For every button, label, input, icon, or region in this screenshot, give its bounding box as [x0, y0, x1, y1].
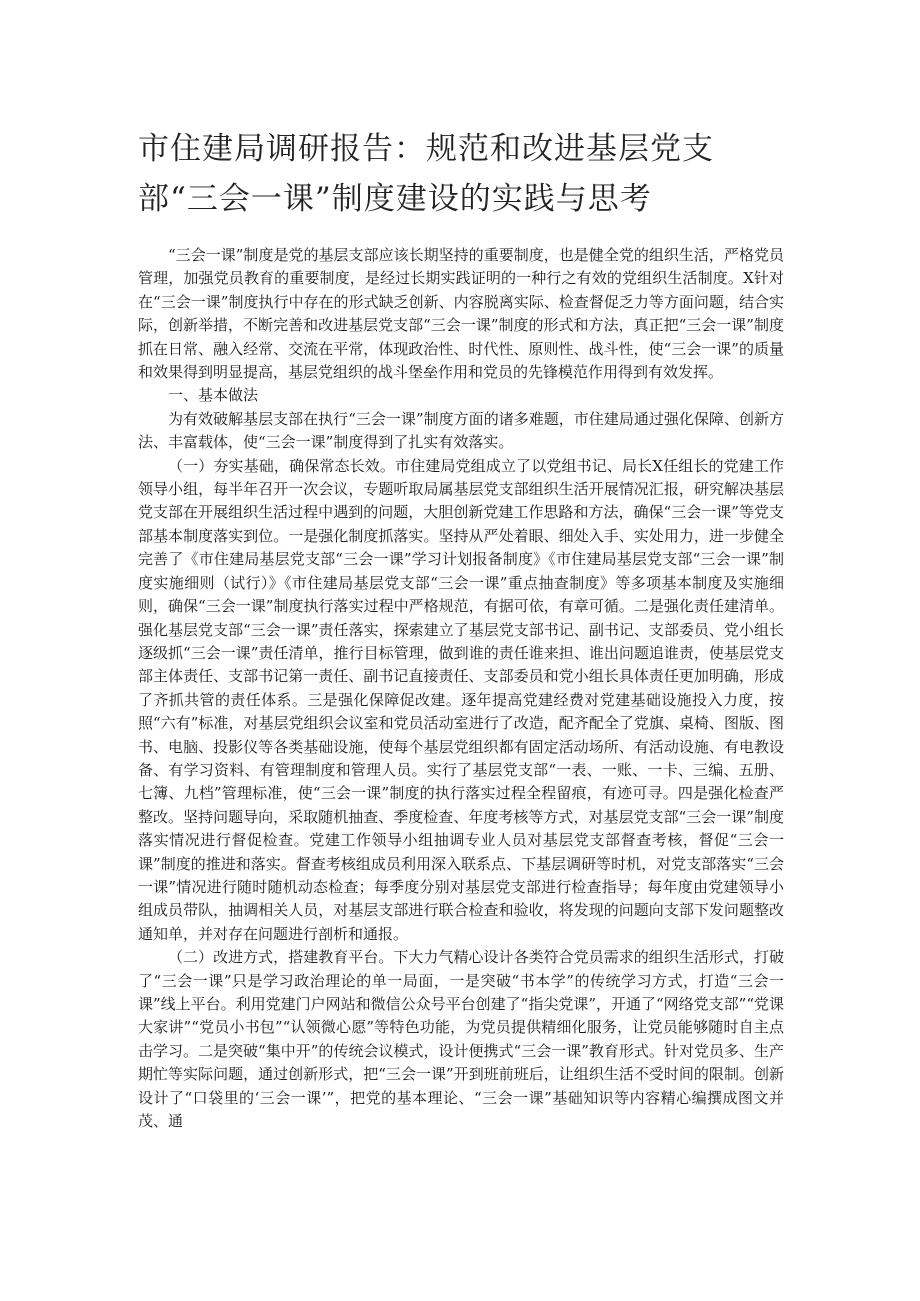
section-intro-paragraph: 为有效破解基层支部在执行“三会一课”制度方面的诸多难题，市住建局通过强化保障、创新方法、丰富载体，使“三会一课”制度得到了扎实有效落实。	[138, 409, 784, 452]
intro-paragraph: “三会一课”制度是党的基层支部应该长期坚持的重要制度，也是健全党的组织生活，严格党员管理，加强党员教育的重要制度，是经过长期实践证明的一种行之有效的党组织生活制度。X针对在“三会一课”制度执行中存在的形式缺乏创新、内容脱离实际、检查督促乏力等方面问题，结合实际，创新举措，不断完善和改进基层党支部“三会一课”制度的形式和方法，真正把“三会一课”制度抓在日常、融入经常、交流在平常，体现政治性、时代性、原则性、战斗性，使“三会一课”的质量和效果得到明显提高，基层党组织的战斗堡垒作用和党员的先锋模范作用得到有效发挥。	[138, 246, 784, 382]
document-page	[138, 124, 784, 1133]
subsection-1-paragraph: （一）夯实基础，确保常态长效。市住建局党组成立了以党组书记、局长X任组长的党建工作领导小组，每半年召开一次会议，专题听取局属基层党支部组织生活开展情况汇报，研究解决基层党支部在开展组织生活过程中遇到的问题，大胆创新党建工作思路和方法，确保“三会一课”等党支部基本制度落实到位。一是强化制度抓落实。坚持从严处着眼、细处入手、实处用力，进一步健全完善了《市住建局基层党支部“三会一课”学习计划报备制度》《市住建局基层党支部“三会一课”制度实施细则（试行）》《市住建局基层党支部“三会一课”重点抽查制度》等多项基本制度及实施细则，确保“三会一课”制度执行落实过程中严格规范，有据可依，有章可循。二是强化责任建清单。强化基层党支部“三会一课”责任落实，探索建立了基层党支部书记、副书记、支部委员、党小组长逐级抓“三会一课”责任清单，推行目标管理，做到谁的责任谁来担、谁出问题追谁责，使基层党支部主体责任、支部书记第一责任、副书记直接责任、支部委员和党小组长具体责任更加明确，形成了齐抓共管的责任体系。三是强化保障促改建。逐年提高党建经费对党建基础设施投入力度，按照“六有”标准，对基层党组织会议室和党员活动室进行了改造，配齐配全了党旗、桌椅、图版、图书、电脑、投影仪等各类基础设施，使每个基层党组织都有固定活动场所、有活动设施、有电教设备、有学习资料、有管理制度和管理人员。实行了基层党支部“一表、一账、一卡、三编、五册、七簿、九档”管理标准，使“三会一课”制度的执行落实过程全程留痕，有迹可寻。四是强化检查严整改。坚持问题导向，采取随机抽查、季度检查、年度考核等方式，对基层党支部“三会一课”制度落实情况进行督促检查。党建工作领导小组抽调专业人员对基层党支部督查考核，督促“三会一课”制度的推进和落实。督查考核组成员利用深入联系点、下基层调研等时机，对党支部落实“三会一课”情况进行随时随机动态检查；每季度分别对基层党支部进行检查指导；每年度由党建领导小组成员带队，抽调相关人员，对基层支部进行联合检查和验收，将发现的问题向支部下发问题整改通知单，并对存在问题进行剖析和通报。	[138, 456, 784, 943]
subsection-2-paragraph: （二）改进方式，搭建教育平台。下大力气精心设计各类符合党员需求的组织生活形式，打破了“三会一课”只是学习政治理论的单一局面，一是突破“书本学”的传统学习方式，打造“三会一课”线上平台。利用党建门户网站和微信公众号平台创建了“指尖党课”，开通了“网络党支部”“党课大家讲”“党员小书包”“认领微心愿”等特色功能，为党员提供精细化服务，让党员能够随时自主点击学习。二是突破“集中开”的传统会议模式，设计便携式“三会一课”教育形式。针对党员多、生产期忙等实际问题，通过创新形式，把“三会一课”开到班前班后，让组织生活不受时间的限制。创新设计了“口袋里的‘三会一课’”，把党的基本理论、“三会一课”基础知识等内容精心编撰成图文并茂、通	[138, 948, 785, 1131]
section-heading-basic-practices: 一、基本做法	[168, 386, 259, 405]
document-title: 市住建局调研报告：规范和改进基层党支部“三会一课”制度建设的实践与思考	[138, 131, 714, 217]
